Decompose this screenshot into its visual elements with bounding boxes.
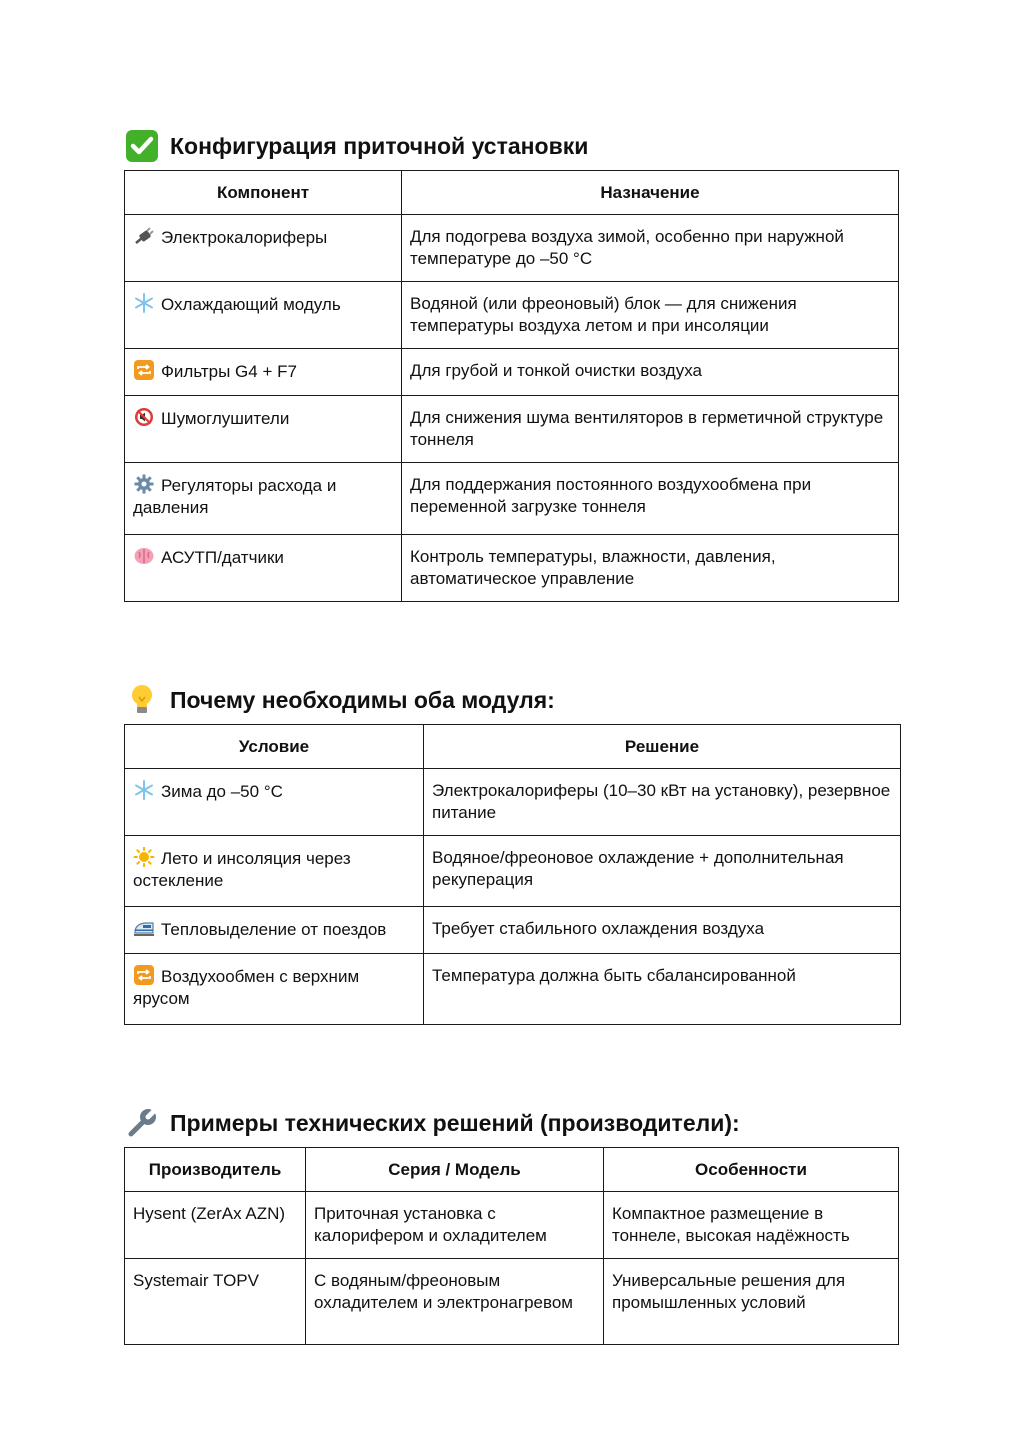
purpose-cell: Для грубой и тонкой очистки воздуха [402,349,899,396]
table-row [125,836,901,907]
gear-icon [133,474,155,494]
muted-speaker-icon [133,407,155,427]
section-why-both [124,680,901,1025]
component-name: Электрокалориферы [161,228,328,247]
solution-cell: Требует стабильного охлаждения воздуха [424,907,901,954]
manufacturers-table [124,1147,899,1345]
purpose-cell: Для поддержания постоянного воздухообмена при переменной загрузке тоннеля [402,463,899,535]
condition-name: Тепловыделение от поездов [161,920,387,939]
maker-cell: Systemair TOPV [125,1259,306,1345]
maker-cell: Hysent (ZerAx AZN) [125,1192,306,1259]
table-row [125,1259,899,1345]
section-heading [124,680,901,720]
table-row [125,349,899,396]
table-header-row [125,725,901,769]
purpose-cell: Для снижения шума вентиляторов в герметичной структуре тоннеля [402,396,899,463]
purpose-cell: Контроль температуры, влажности, давления, автоматическое управление [402,535,899,602]
section-heading [124,126,899,166]
table-row [125,1192,899,1259]
table-header-row [125,1148,899,1192]
column-header: Условие [125,725,424,769]
features-cell: Компактное размещение в тоннеле, высокая надёжность [604,1192,899,1259]
brain-icon [133,546,155,566]
section-config [124,126,899,602]
repeat-icon [133,360,155,380]
repeat-icon [133,965,155,985]
model-cell: С водяным/фреоновым охладителем и электронагревом [306,1259,604,1345]
config-table [124,170,899,602]
table-row [125,282,899,349]
section-title: Почему необходимы оба модуля: [170,686,555,713]
component-name: Регуляторы расхода и давления [133,476,337,517]
component-name: Фильтры G4 + F7 [161,362,297,381]
section-title: Конфигурация приточной установки [170,132,589,159]
table-row [125,954,901,1025]
column-header: Назначение [402,171,899,215]
conditions-table [124,724,901,1025]
condition-name: Зима до –50 °C [161,782,283,801]
green-check-icon [124,128,160,164]
solution-cell: Температура должна быть сбалансированной [424,954,901,1025]
table-row [125,769,901,836]
snowflake-icon [133,780,155,800]
features-cell: Универсальные решения для промышленных условий [604,1259,899,1345]
table-header-row [125,171,899,215]
purpose-cell: Для подогрева воздуха зимой, особенно при наружной температуре до –50 °C [402,215,899,282]
wrench-icon [124,1105,160,1141]
solution-cell: Водяное/фреоновое охлаждение + дополнительная рекуперация [424,836,901,907]
component-name: Охлаждающий модуль [161,295,341,314]
light-bulb-icon [124,682,160,718]
solution-cell: Электрокалориферы (10–30 кВт на установку), резервное питание [424,769,901,836]
table-row [125,907,901,954]
table-row [125,535,899,602]
column-header: Серия / Модель [306,1148,604,1192]
column-header: Решение [424,725,901,769]
column-header: Компонент [125,171,402,215]
column-header: Производитель [125,1148,306,1192]
sun-icon [133,847,155,867]
snowflake-icon [133,293,155,313]
condition-name: Воздухообмен с верхним ярусом [133,967,360,1008]
section-title: Примеры технических решений (производители): [170,1109,740,1136]
model-cell: Приточная установка с калорифером и охладителем [306,1192,604,1259]
table-row [125,396,899,463]
plug-icon [133,226,155,246]
component-name: АСУТП/датчики [161,548,284,567]
table-row [125,463,899,535]
train-icon [133,918,155,938]
section-heading [124,1103,899,1143]
column-header: Особенности [604,1148,899,1192]
table-row [125,215,899,282]
section-examples [124,1103,899,1345]
condition-name: Лето и инсоляция через остекление [133,849,351,890]
purpose-cell: Водяной (или фреоновый) блок — для снижения температуры воздуха летом и при инсоляции [402,282,899,349]
component-name: Шумоглушители [161,409,290,428]
